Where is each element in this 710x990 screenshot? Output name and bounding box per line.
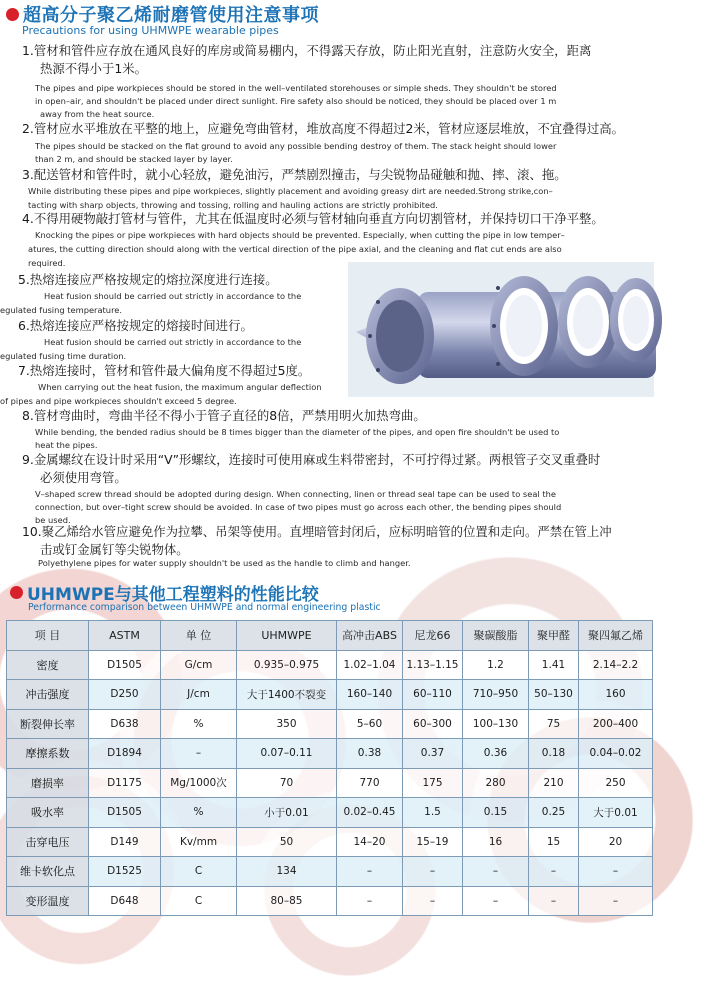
- table-cell: 0.04–0.02: [579, 739, 653, 769]
- table-cell: 0.36: [463, 739, 529, 769]
- col-header: 尼龙66: [403, 621, 463, 651]
- col-header: UHMWPE: [237, 621, 337, 651]
- item9-en-line3: be used.: [35, 515, 71, 525]
- heading-bullet-icon: [10, 586, 23, 599]
- col-header: 高冲击ABS: [337, 621, 403, 651]
- table-cell: –: [579, 857, 653, 887]
- col-header: 聚碳酸脂: [463, 621, 529, 651]
- item9-zh-line1: 9.金属螺纹在设计时采用“V”形螺纹，连接时可使用麻或生料带密封，不可拧得过紧。两根管子交叉重叠时: [22, 452, 601, 467]
- table-cell: 210: [529, 768, 579, 798]
- table-cell: 20: [579, 827, 653, 857]
- item4-en-line1: Knocking the pipes or pipe workpieces with hard objects should be prevented. Especially, when cutting the pipe in low temper–: [35, 230, 565, 240]
- table-cell: 2.14–2.2: [579, 650, 653, 680]
- pipe-photo: [348, 262, 654, 397]
- table-cell: 60–300: [403, 709, 463, 739]
- row-label: 断裂伸长率: [7, 709, 89, 739]
- table-cell: 100–130: [463, 709, 529, 739]
- table-cell: 1.13–1.15: [403, 650, 463, 680]
- table-cell: 1.5: [403, 798, 463, 828]
- table-cell: 1.41: [529, 650, 579, 680]
- row-label: 维卡软化点: [7, 857, 89, 887]
- section1-title: 超高分子聚乙烯耐磨管使用注意事项: [23, 5, 319, 26]
- row-label: 变形温度: [7, 886, 89, 916]
- item10-zh-line2: 击或钉金属钉等尖锐物体。: [40, 542, 189, 557]
- item8-en-line2: heat the pipes.: [35, 440, 98, 450]
- table-cell: 160–140: [337, 680, 403, 710]
- section2-subtitle: Performance comparison between UHMWPE and normal engineering plastic: [28, 602, 381, 613]
- table-cell: 280: [463, 768, 529, 798]
- col-header: 聚甲醛: [529, 621, 579, 651]
- item9-en-line1: V–shaped screw thread should be adopted during design. When connecting, linen or thread seal tape can be used to seal the: [35, 489, 556, 499]
- item5-zh-line1: 5.热熔连接应严格按规定的熔拉深度进行连接。: [18, 272, 278, 287]
- table-cell: –: [403, 857, 463, 887]
- table-cell: 710–950: [463, 680, 529, 710]
- table-row: [7, 857, 653, 887]
- item6-en-line1: Heat fusion should be carried out strictly in accordance to the: [44, 337, 302, 347]
- item3-en-line2: tacting with sharp objects, throwing and tossing, rolling and hauling actions are strictly prohibited.: [28, 200, 438, 210]
- col-header: 项 目: [7, 621, 89, 651]
- table-cell: %: [161, 798, 237, 828]
- item9-en-line2: connection, but over–tight screw should be avoided. In case of two pipes must go across each other, the bending pipes should: [35, 502, 562, 512]
- col-header: 单 位: [161, 621, 237, 651]
- table-cell: 250: [579, 768, 653, 798]
- row-label: 击穿电压: [7, 827, 89, 857]
- table-cell: 15: [529, 827, 579, 857]
- table-cell: 0.935–0.975: [237, 650, 337, 680]
- section2-heading: [10, 581, 319, 603]
- item3-zh-line1: 3.配送管材和管件时，就小心轻放，避免油污，严禁剧烈撞击，与尖锐物品碰触和抛、摔、滚、拖。: [22, 167, 567, 182]
- table-cell: –: [463, 886, 529, 916]
- table-cell: 16: [463, 827, 529, 857]
- section1-subtitle: Precautions for using UHMWPE wearable pipes: [22, 24, 279, 37]
- item10-en-line1: Polyethylene pipes for water supply shouldn't be used as the handle to climb and hanger.: [38, 558, 411, 568]
- table-cell: 14–20: [337, 827, 403, 857]
- table-cell: –: [337, 857, 403, 887]
- item10-zh-line1: 10.聚乙烯给水管应避免作为拉攀、吊架等使用。直埋暗管封闭后，应标明暗管的位置和走向。严禁在管上冲: [22, 524, 612, 539]
- table-cell: –: [161, 739, 237, 769]
- table-cell: 0.15: [463, 798, 529, 828]
- table-cell: 0.37: [403, 739, 463, 769]
- table-row: [7, 650, 653, 680]
- pipes-illustration-icon: [348, 262, 654, 397]
- table-cell: 75: [529, 709, 579, 739]
- row-label: 密度: [7, 650, 89, 680]
- table-cell: –: [403, 886, 463, 916]
- table-cell: –: [579, 886, 653, 916]
- table-cell: 134: [237, 857, 337, 887]
- item6-en-line2: egulated fusing time duration.: [0, 351, 127, 361]
- table-cell: Kv/mm: [161, 827, 237, 857]
- table-cell: 175: [403, 768, 463, 798]
- table-cell: 0.25: [529, 798, 579, 828]
- col-header: ASTM: [89, 621, 161, 651]
- table-cell: 200–400: [579, 709, 653, 739]
- item2-zh-line1: 2.管材应水平堆放在平整的地上，应避免弯曲管材，堆放高度不得超过2米，管材应逐层堆放，不宜叠得过高。: [22, 121, 625, 136]
- table-cell: C: [161, 857, 237, 887]
- table-cell: 小于0.01: [237, 798, 337, 828]
- table-row: [7, 768, 653, 798]
- row-label: 磨损率: [7, 768, 89, 798]
- item1-en-line3: away from the heat source.: [40, 109, 155, 119]
- row-label: 吸水率: [7, 798, 89, 828]
- item2-en-line2: than 2 m, and should be stacked layer by layer.: [35, 154, 233, 164]
- section2-title: UHMWPE与其他工程塑料的性能比较: [27, 584, 319, 605]
- table-cell: D1505: [89, 650, 161, 680]
- table-cell: 0.02–0.45: [337, 798, 403, 828]
- table-cell: 5–60: [337, 709, 403, 739]
- table-cell: 0.38: [337, 739, 403, 769]
- table-row: [7, 709, 653, 739]
- item4-en-line2: atures, the cutting direction should along with the vertical direction of the pipe axial, and the cleaning and flat cut ends are also: [28, 244, 562, 254]
- table-cell: Mg/1000次: [161, 768, 237, 798]
- table-row: [7, 680, 653, 710]
- row-label: 摩擦系数: [7, 739, 89, 769]
- table-cell: 770: [337, 768, 403, 798]
- item7-en-line1: When carrying out the heat fusion, the maximum angular deflection: [38, 382, 322, 392]
- item9-zh-line2: 必须使用弯管。: [40, 470, 127, 485]
- table-cell: D149: [89, 827, 161, 857]
- heading-bullet-icon: [6, 8, 19, 21]
- table-cell: 大于1400不裂变: [237, 680, 337, 710]
- table-row: [7, 886, 653, 916]
- item7-en-line2: of pipes and pipe workpieces shouldn't exceed 5 degree.: [0, 396, 237, 406]
- item5-en-line1: Heat fusion should be carried out strictly in accordance to the: [44, 291, 302, 301]
- table-cell: %: [161, 709, 237, 739]
- row-label: 冲击强度: [7, 680, 89, 710]
- table-row: [7, 827, 653, 857]
- table-header-row: [7, 621, 653, 651]
- table-cell: 1.2: [463, 650, 529, 680]
- item8-en-line1: While bending, the bended radius should be 8 times bigger than the diameter of the pipes, and open fire shouldn't be used to: [35, 427, 560, 437]
- table-cell: 1.02–1.04: [337, 650, 403, 680]
- table-cell: 80–85: [237, 886, 337, 916]
- table-cell: D1175: [89, 768, 161, 798]
- table-row: [7, 739, 653, 769]
- item2-en-line1: The pipes should be stacked on the flat ground to avoid any possible bending destroy of them. The stack height should lower: [35, 141, 557, 151]
- col-header: 聚四氟乙烯: [579, 621, 653, 651]
- item6-zh-line1: 6.热熔连接应严格按规定的熔接时间进行。: [18, 318, 253, 333]
- table-cell: 0.07–0.11: [237, 739, 337, 769]
- table-cell: 50: [237, 827, 337, 857]
- table-cell: D250: [89, 680, 161, 710]
- item8-zh-line1: 8.管材弯曲时，弯曲半径不得小于管子直径的8倍，严禁用明火加热弯曲。: [22, 408, 426, 423]
- table-cell: 50–130: [529, 680, 579, 710]
- table-cell: 70: [237, 768, 337, 798]
- table-cell: –: [463, 857, 529, 887]
- table-cell: 350: [237, 709, 337, 739]
- section1-heading: [6, 4, 319, 24]
- table-cell: D1894: [89, 739, 161, 769]
- table-cell: –: [529, 857, 579, 887]
- item1-zh-line1: 1.管材和管件应存放在通风良好的库房或简易棚内，不得露天存放，防止阳光直射，注意防火安全，距离: [22, 43, 592, 58]
- table-cell: 15–19: [403, 827, 463, 857]
- item1-en-line2: in open–air, and shouldn't be placed under direct sunlight. Fire safety also should be noticed, they should be placed over 1 m: [35, 96, 557, 106]
- table-cell: 60–110: [403, 680, 463, 710]
- table-cell: 160: [579, 680, 653, 710]
- item5-en-line2: egulated fusing temperature.: [0, 305, 123, 315]
- table-cell: D638: [89, 709, 161, 739]
- table-cell: D1525: [89, 857, 161, 887]
- item1-zh-line2: 热源不得小于1米。: [40, 61, 148, 76]
- table-cell: 0.18: [529, 739, 579, 769]
- item1-en-line1: The pipes and pipe workpieces should be stored in the well–ventilated storehouses or simple sheds. They shouldn't be stored: [35, 83, 557, 93]
- table-cell: –: [337, 886, 403, 916]
- table-row: [7, 798, 653, 828]
- table-cell: D1505: [89, 798, 161, 828]
- table-cell: J/cm: [161, 680, 237, 710]
- comparison-table: [6, 620, 653, 916]
- table-cell: G/cm: [161, 650, 237, 680]
- table-cell: D648: [89, 886, 161, 916]
- item4-en-line3: required.: [28, 258, 66, 268]
- table-cell: C: [161, 886, 237, 916]
- table-cell: –: [529, 886, 579, 916]
- item7-zh-line1: 7.热熔连接时，管材和管件最大偏角度不得超过5度。: [18, 363, 311, 378]
- item3-en-line1: While distributing these pipes and pipe workpieces, slightly placement and avoiding greasy dirt are needed.Strong strike,con–: [28, 186, 553, 196]
- table-cell: 大于0.01: [579, 798, 653, 828]
- item4-zh-line1: 4.不得用硬物敲打管材与管件，尤其在低温度时必须与管材轴向垂直方向切割管材，并保持切口干净平整。: [22, 211, 604, 226]
